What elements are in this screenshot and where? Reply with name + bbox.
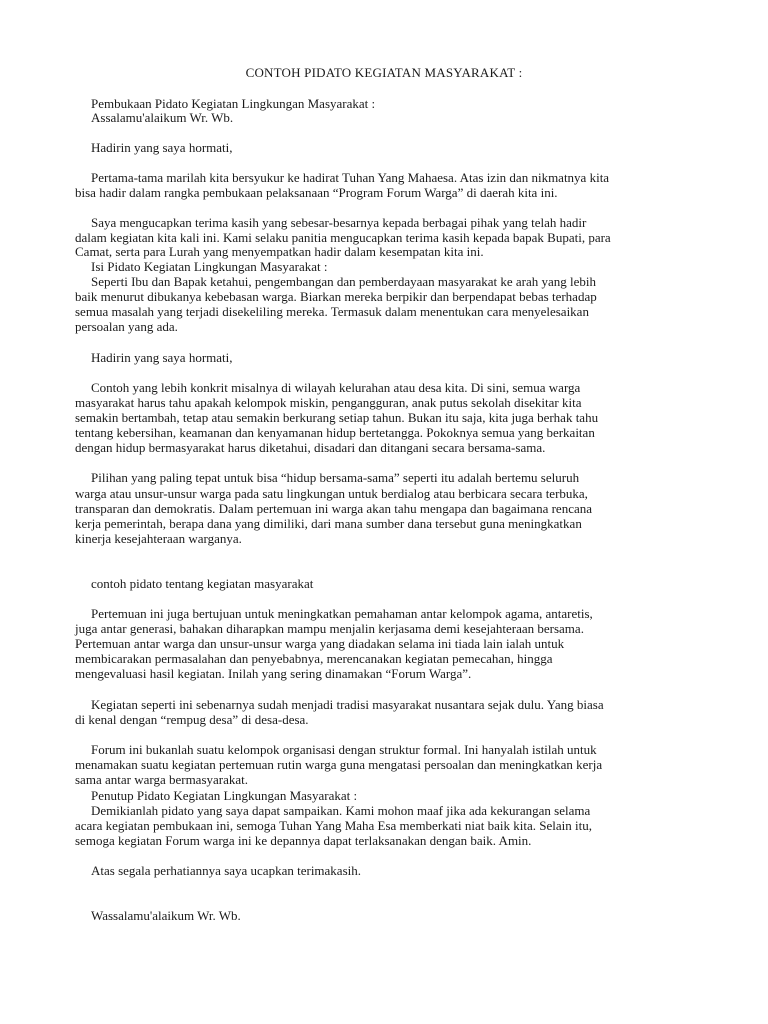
text-line: membicarakan permasalahan dan penyebabnya, merencanakan kegiatan pemecahan, hingga: [75, 651, 553, 666]
text-line: Contoh yang lebih konkrit misalnya di wilayah kelurahan atau desa kita. Di sini, semua warga: [91, 380, 581, 395]
text-line: Pembukaan Pidato Kegiatan Lingkungan Masyarakat :: [91, 96, 376, 111]
text-line: Demikianlah pidato yang saya dapat sampaikan. Kami mohon maaf jika ada kekurangan selama: [91, 803, 591, 818]
document-title: CONTOH PIDATO KEGIATAN MASYARAKAT :: [245, 65, 523, 80]
text-line: menamakan suatu kegiatan pertemuan rutin warga guna mengatasi persoalan dan meningkatkan kerja: [75, 757, 603, 772]
text-line: Assalamu'alaikum Wr. Wb.: [91, 110, 234, 125]
text-line: Pertemuan antar warga dan unsur-unsur warga yang diadakan selama ini tiada lain ialah untuk: [75, 636, 565, 651]
text-line: Wassalamu'alaikum Wr. Wb.: [91, 908, 241, 923]
text-line: kinerja kesejahteraan warganya.: [75, 531, 242, 546]
text-line: baik menurut dibukanya kebebasan warga. Biarkan mereka berpikir dan berpendapat bebas terhadap: [75, 289, 597, 304]
text-line: mengevaluasi hasil kegiatan. Inilah yang sering dinamakan “Forum Warga”.: [75, 666, 472, 681]
text-line: semua masalah yang terjadi disekeliling mereka. Termasuk dalam menentukan cara menyelesaikan: [75, 304, 589, 319]
text-line: Isi Pidato Kegiatan Lingkungan Masyarakat :: [91, 259, 328, 274]
text-line: Pilihan yang paling tepat untuk bisa “hidup bersama-sama” seperti itu adalah bertemu seluruh: [91, 470, 580, 485]
text-line: Hadirin yang saya hormati,: [91, 140, 233, 155]
text-line: sama antar warga bermasyarakat.: [75, 772, 249, 787]
text-line: Saya mengucapkan terima kasih yang sebesar-besarnya kepada berbagai pihak yang telah hadir: [91, 215, 587, 230]
text-line: Camat, serta para Lurah yang menyempatkan hadir dalam kesempatan kita ini.: [75, 244, 484, 259]
text-line: Pertemuan ini juga bertujuan untuk meningkatkan pemahaman antar kelompok agama, antaretis,: [91, 606, 593, 621]
text-line: Pertama-tama marilah kita bersyukur ke hadirat Tuhan Yang Mahaesa. Atas izin dan nikmatnya kita: [91, 170, 610, 185]
text-line: semoga kegiatan Forum warga ini ke depannya dapat terlaksanakan dengan baik. Amin.: [75, 833, 532, 848]
text-line: Atas segala perhatiannya saya ucapkan terimakasih.: [91, 863, 361, 878]
text-line: Penutup Pidato Kegiatan Lingkungan Masyarakat :: [91, 788, 358, 803]
text-line: Hadirin yang saya hormati,: [91, 350, 233, 365]
text-line: Seperti Ibu dan Bapak ketahui, pengembangan dan pemberdayaan masyarakat ke arah yang lebih: [91, 274, 596, 289]
text-line: acara kegiatan pembukaan ini, semoga Tuhan Yang Maha Esa memberkati niat baik kita. Selain itu,: [75, 818, 592, 833]
text-line: juga antar generasi, bahakan diharapkan mampu menjalin kerjasama demi kesejahteraan bersama.: [75, 621, 584, 636]
text-line: dengan hidup bermasyarakat harus diketahui, disadari dan ditangani secara bersama-sama.: [75, 440, 546, 455]
text-line: semakin bertambah, tetap atau semakin berkurang setiap tahun. Bukan itu saja, kita juga berhak tahu: [75, 410, 599, 425]
text-line: kerja pemerintah, berapa dana yang dimiliki, dari mana sumber dana tersebut guna meningkatkan: [75, 516, 582, 531]
text-line: bisa hadir dalam rangka pembukaan pelaksanaan “Program Forum Warga” di daerah kita ini.: [75, 185, 558, 200]
text-line: masyarakat harus tahu apakah kelompok miskin, pengangguran, anak putus sekolah disekitar kita: [75, 395, 582, 410]
text-line: persoalan yang ada.: [75, 319, 178, 334]
text-line: warga atau unsur-unsur warga pada satu lingkungan untuk berdialog atau berbicara secara terbuka,: [75, 486, 588, 501]
text-line: dalam kegiatan kita kali ini. Kami selaku panitia mengucapkan terima kasih kepada bapak Bupati, para: [75, 230, 611, 245]
text-line: transparan dan demokratis. Dalam pertemuan ini warga akan tahu mengapa dan bagaimana rencana: [75, 501, 593, 516]
text-line: tentang kebersihan, keamanan dan kenyamanan hidup bertetangga. Pokoknya semua yang berkaitan: [75, 425, 595, 440]
text-line: contoh pidato tentang kegiatan masyarakat: [91, 576, 314, 591]
text-line: di kenal dengan “rempug desa” di desa-desa.: [75, 712, 309, 727]
text-line: Forum ini bukanlah suatu kelompok organisasi dengan struktur formal. Ini hanyalah istilah untuk: [91, 742, 597, 757]
text-line: Kegiatan seperti ini sebenarnya sudah menjadi tradisi masyarakat nusantara sejak dulu. Yang biasa: [91, 697, 604, 712]
